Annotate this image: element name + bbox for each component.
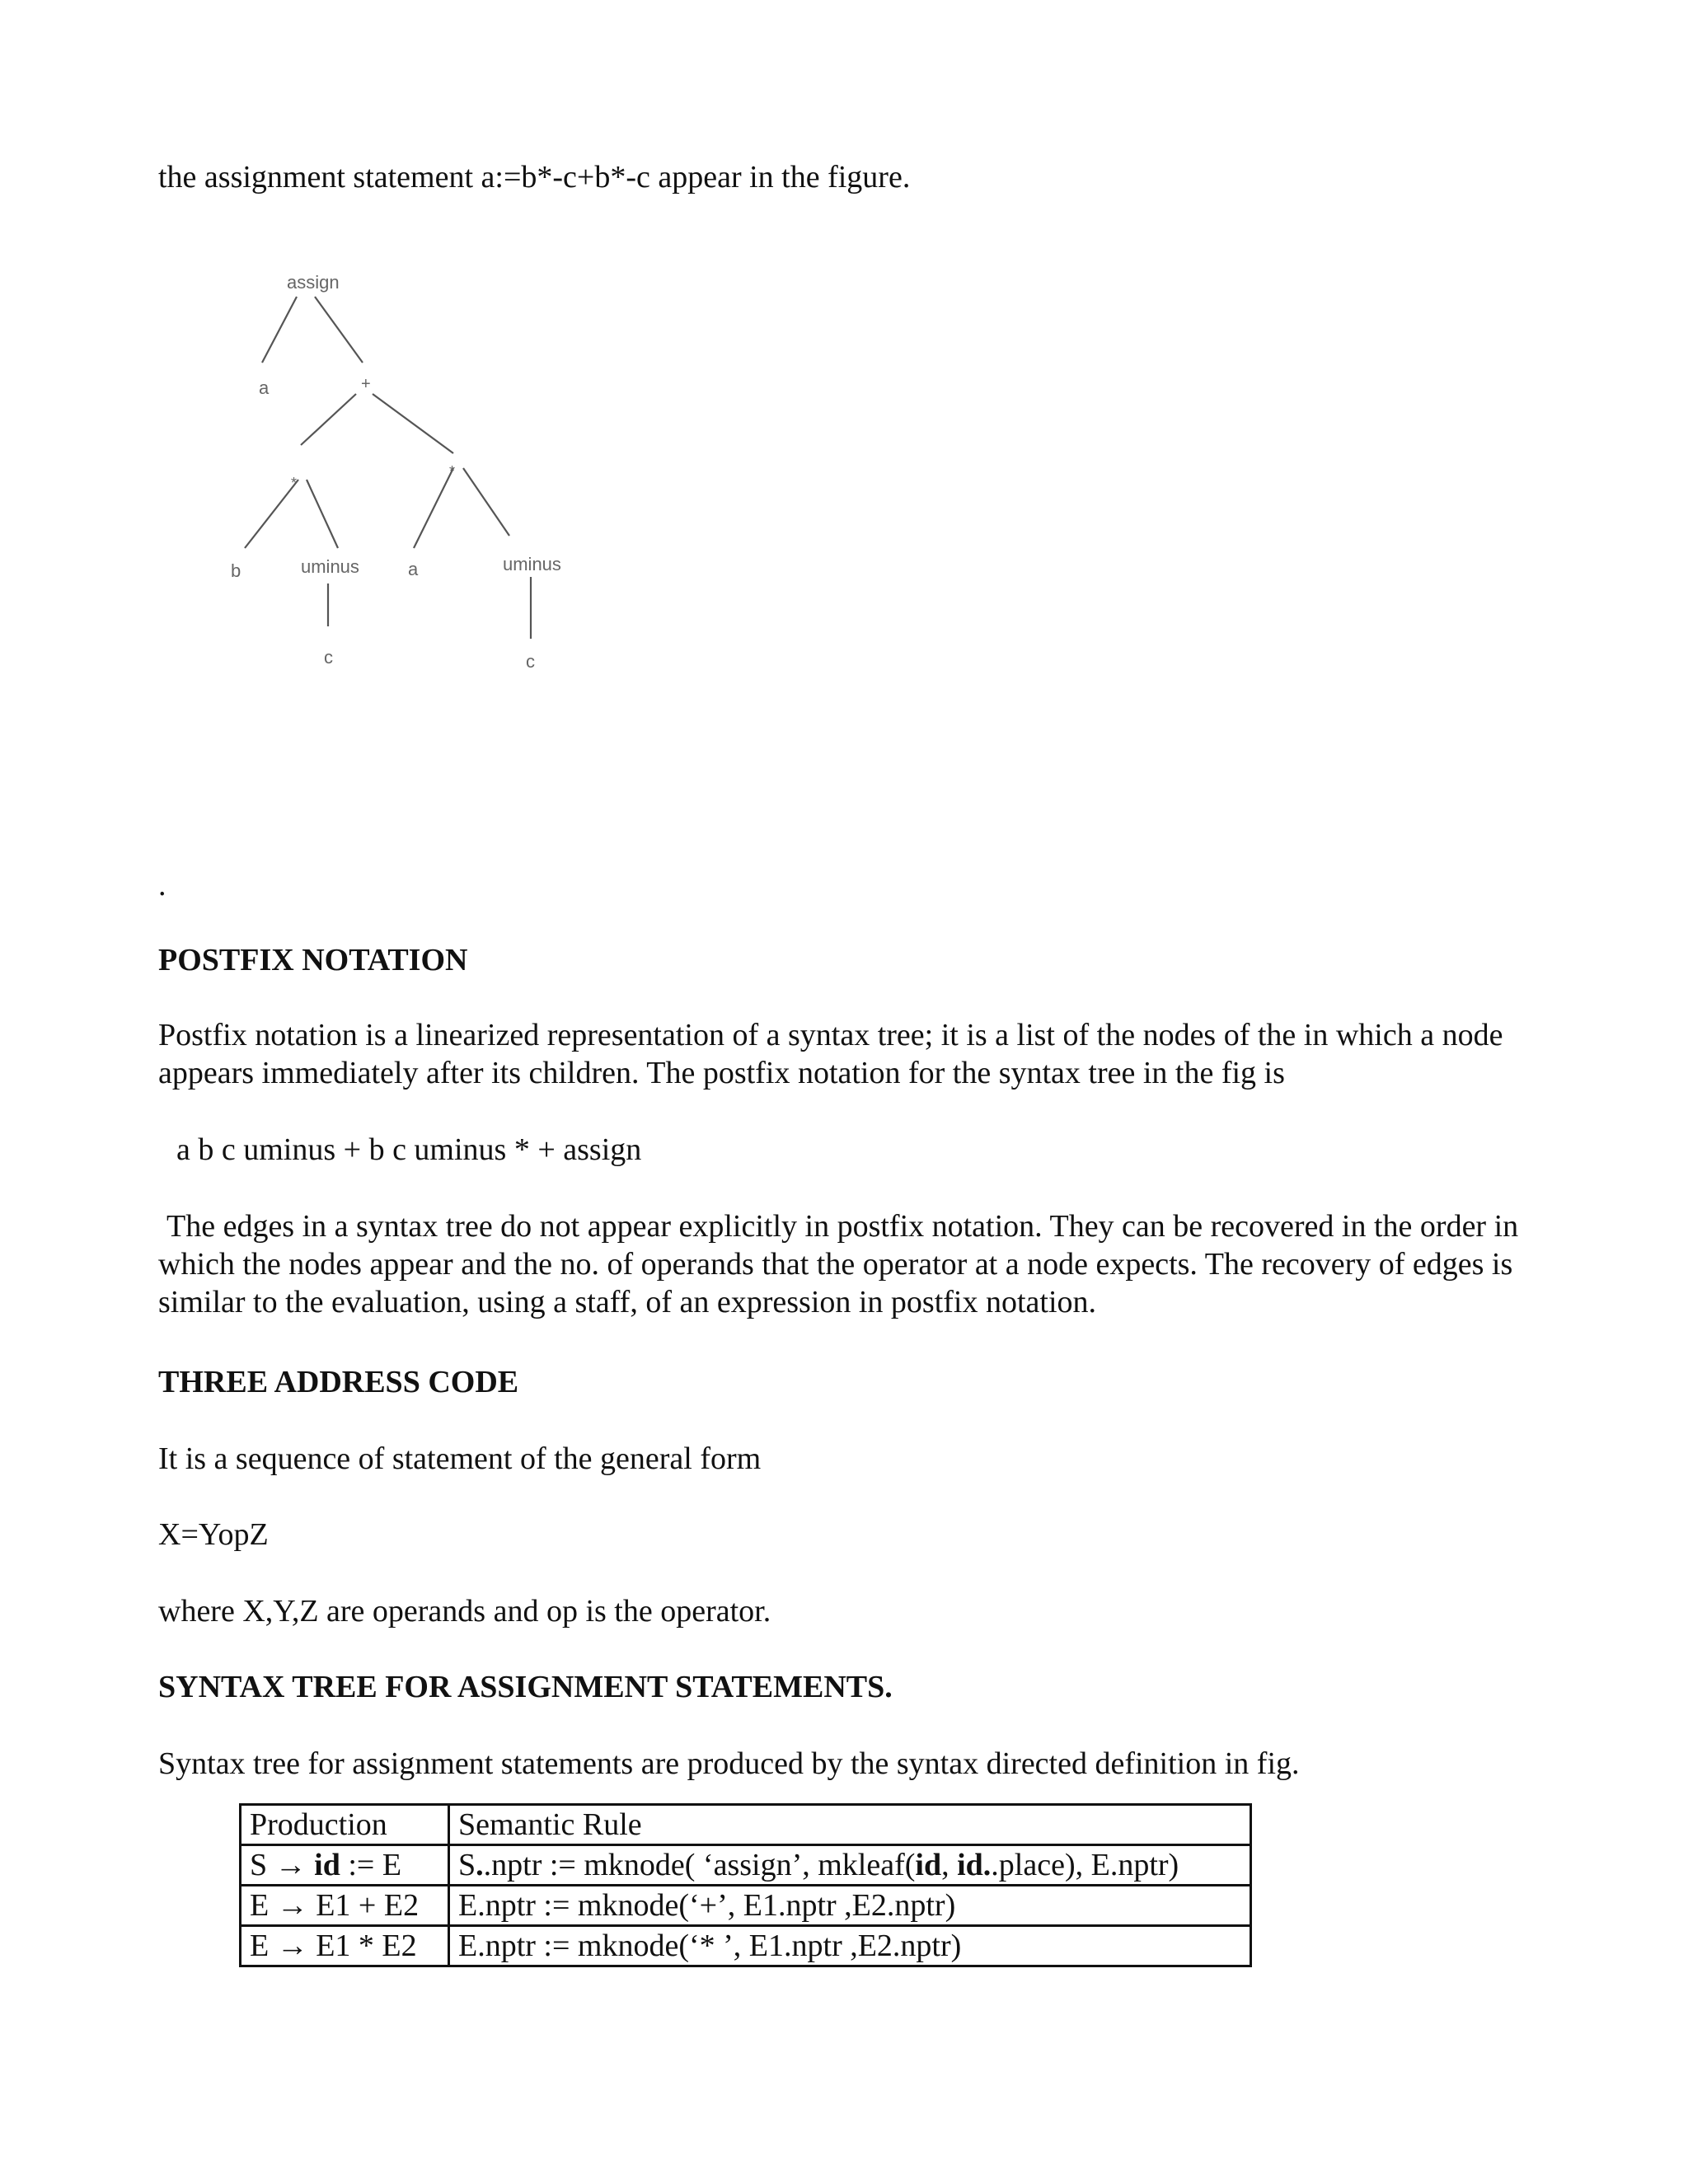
table-header-production: Production [241,1805,449,1845]
production-cell [241,1886,449,1926]
postfix-paragraph-2: The edges in a syntax tree do not appear explicitly in postfix notation. They can be recovered in the order in which the nodes appear and the no. of operands that the operator at a node expects. The recovery of edges is similar to the evaluation, using a staff, of an expression in postfix notation. [158,1209,1519,1319]
semantic-rule-cell: E.nptr := mknode(‘* ’, E1.nptr ,E2.nptr) [449,1926,1251,1966]
syntax-tree-paragraph: Syntax tree for assignment statements are produced by the syntax directed definition in fig. [158,1746,1300,1781]
tac-line-2: X=YopZ [158,1517,269,1552]
syntax-tree-heading: SYNTAX TREE FOR ASSIGNMENT STATEMENTS. [158,1670,893,1704]
sdd-table [239,1803,1252,1967]
node-b: b [231,560,241,581]
node-a-right: a [408,559,419,579]
table-row [241,1926,1251,1966]
node-a-left: a [259,377,270,398]
edge-assign-a [262,297,297,363]
table-row [241,1845,1251,1886]
production-cell [241,1926,449,1966]
rule-part: .nptr) [1109,1848,1179,1882]
node-c-left: c [324,647,333,668]
table-row [241,1886,1251,1926]
arrow-symbol: → [276,1888,308,1923]
arrow-symbol: → [276,1929,308,1963]
postfix-paragraph: Postfix notation is a linearized representation of a syntax tree; it is a list of the nodes of the in which a node appears immediately after its children. The postfix notation for the syntax tree in the fig is [158,1018,1503,1090]
production-id: id [314,1848,340,1882]
edge-mulright-a [414,468,453,548]
rule-id: id [915,1848,942,1882]
syntax-tree-figure [198,264,577,684]
stray-dot: . [158,868,166,902]
node-plus: + [361,375,371,393]
rule-part: .nptr := mknode( ‘assign’, mkleaf( [483,1848,916,1882]
tac-line-3: where X,Y,Z are operands and op is the operator. [158,1594,771,1629]
rule-part: .place), E [991,1848,1110,1882]
production-rest: E1 * E2 [316,1929,417,1963]
intro-text: the assignment statement a:=b*-c+b*-c appear in the figure. [158,160,911,194]
table-header-semantic-rule: Semantic Rule [449,1805,1251,1845]
node-uminus-left: uminus [301,556,359,577]
production-lhs: E [250,1929,270,1963]
edge-mulright-uminus [463,468,509,536]
rule-part: S [458,1848,476,1882]
tac-line-1: It is a sequence of statement of the general form [158,1441,762,1476]
production-rest: := E [348,1848,402,1882]
postfix-heading: POSTFIX NOTATION [158,943,468,977]
postfix-expression: a b c uminus + b c uminus * + assign [176,1132,642,1167]
semantic-rule-cell: S..nptr := mknode( ‘assign’, mkleaf(id, id..place), E.nptr) [449,1845,1251,1886]
node-uminus-right: uminus [503,554,561,574]
rule-id: id [957,1848,983,1882]
node-assign: assign [287,272,340,293]
arrow-symbol: → [274,1848,307,1882]
production-lhs: E [250,1888,270,1923]
semantic-rule-cell: E.nptr := mknode(‘+’, E1.nptr ,E2.nptr) [449,1886,1251,1926]
production-cell [241,1845,449,1886]
node-mul-right: * [449,463,456,480]
node-mul-left: * [291,475,298,491]
edge-assign-plus [315,297,363,363]
node-c-right: c [526,651,535,672]
edge-mulleft-uminus [307,480,338,548]
edge-plus-mul-left [301,394,356,445]
edge-plus-mul-right [373,394,453,453]
production-rest: E1 + E2 [316,1888,420,1923]
tac-heading: THREE ADDRESS CODE [158,1365,519,1399]
rule-part: , [941,1848,958,1882]
table-header-row [241,1805,1251,1845]
production-lhs: S [250,1848,268,1882]
